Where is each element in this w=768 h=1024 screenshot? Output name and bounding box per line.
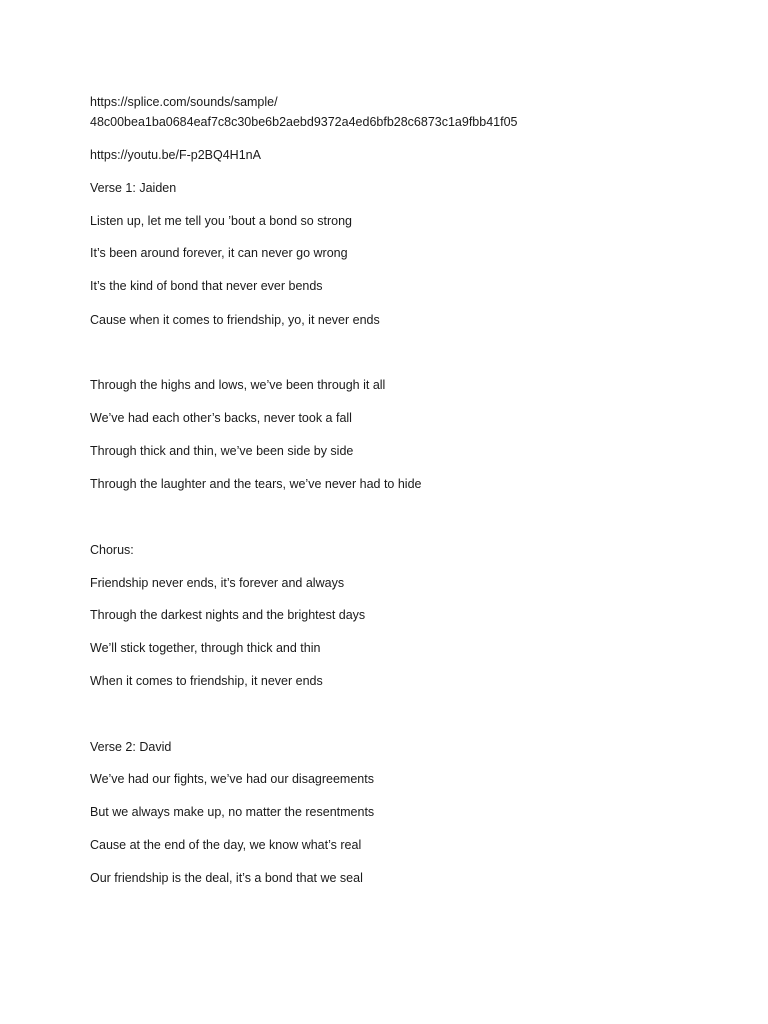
- lyric-line: We’ve had our fights, we’ve had our disagreements: [90, 772, 374, 786]
- lyric-line: We’ve had each other’s backs, never took a fall: [90, 411, 352, 425]
- lyric-line: Through thick and thin, we’ve been side by side: [90, 444, 354, 458]
- splice-link-line-1[interactable]: https://splice.com/sounds/sample/: [90, 95, 278, 109]
- chorus-heading: Chorus:: [90, 543, 134, 557]
- splice-link-line-2[interactable]: 48c00bea1ba0684eaf7c8c30be6b2aebd9372a4ed6bfb28c6873c1a9fbb41f05: [90, 115, 518, 129]
- lyric-line: It’s been around forever, it can never go wrong: [90, 246, 348, 260]
- lyric-line: It’s the kind of bond that never ever bends: [90, 279, 323, 293]
- lyric-line: Cause at the end of the day, we know what’s real: [90, 838, 362, 852]
- lyric-line: Our friendship is the deal, it’s a bond that we seal: [90, 871, 363, 885]
- lyric-line: Friendship never ends, it’s forever and always: [90, 576, 345, 590]
- verse2-heading: Verse 2: David: [90, 740, 172, 754]
- lyric-line: When it comes to friendship, it never ends: [90, 674, 323, 688]
- lyric-line: We’ll stick together, through thick and thin: [90, 641, 321, 655]
- lyric-line: But we always make up, no matter the resentments: [90, 805, 375, 819]
- lyric-line: Through the laughter and the tears, we’ve never had to hide: [90, 477, 422, 491]
- verse1-heading: Verse 1: Jaiden: [90, 181, 177, 195]
- lyric-line: Through the darkest nights and the brightest days: [90, 608, 366, 622]
- youtube-link[interactable]: https://youtu.be/F-p2BQ4H1nA: [90, 148, 261, 162]
- lyric-line: Cause when it comes to friendship, yo, it never ends: [90, 313, 380, 327]
- lyric-line: Listen up, let me tell you ’bout a bond so strong: [90, 214, 352, 228]
- lyric-line: Through the highs and lows, we’ve been through it all: [90, 378, 386, 392]
